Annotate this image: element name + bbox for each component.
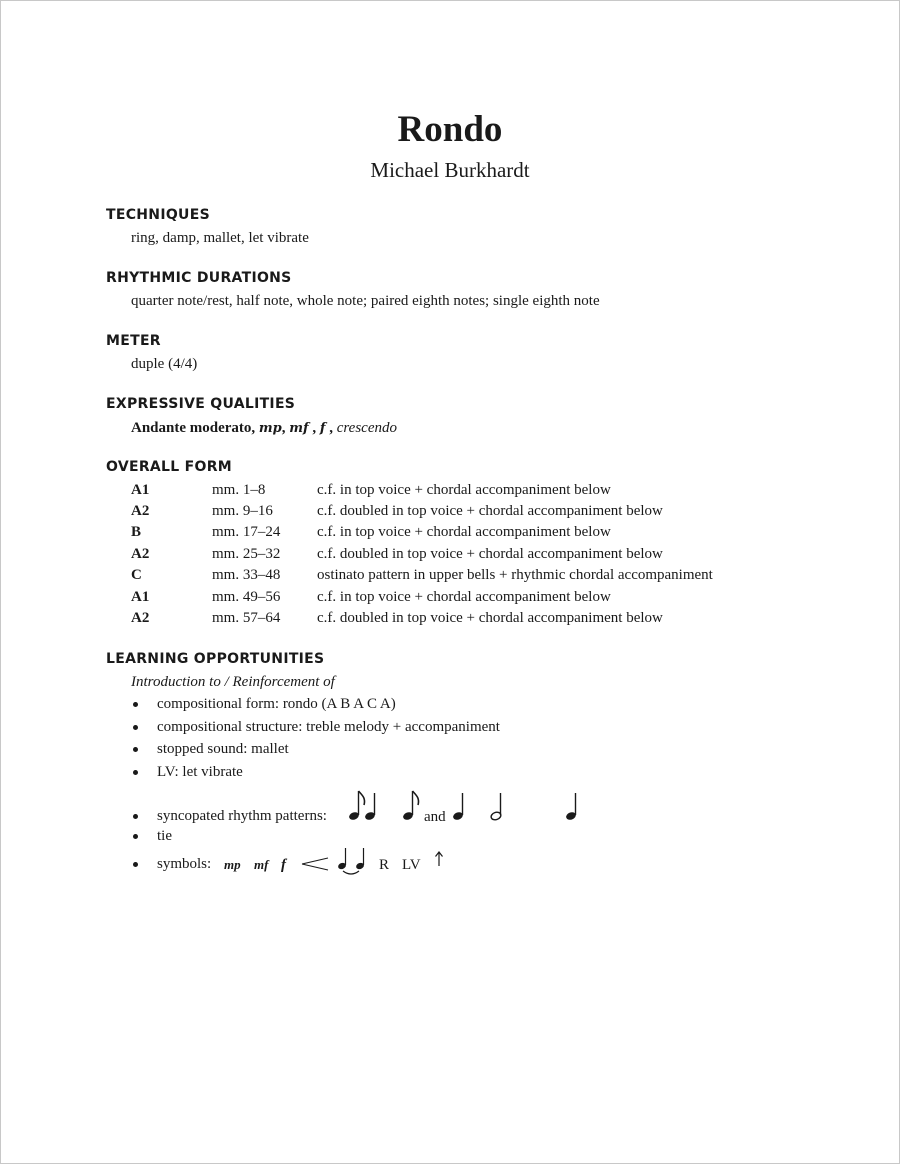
- bullet-text: compositional form: rondo (A B A C A): [157, 696, 396, 712]
- techniques-text: ring, damp, mallet, let vibrate: [131, 230, 309, 246]
- symbol-mp-text: mp: [224, 857, 241, 872]
- form-section: B: [131, 524, 142, 540]
- tempo-marking: Andante moderato,: [131, 420, 256, 436]
- form-section: A2: [131, 503, 150, 519]
- meter-text: duple (4/4): [131, 356, 198, 372]
- learning-intro: Introduction to / Reinforcement of: [131, 674, 335, 690]
- learning-opportunities-heading: LEARNING OPPORTUNITIES: [106, 651, 325, 667]
- form-measures: mm. 33–48: [212, 567, 281, 583]
- form-measures: mm. 25–32: [212, 546, 281, 562]
- separator-comma: ,: [312, 420, 317, 436]
- separator-comma: ,: [329, 420, 333, 436]
- bullet-icon: [133, 747, 138, 752]
- crescendo-hairpin-lower: [302, 864, 328, 870]
- symbol-r-text: R: [379, 857, 390, 873]
- form-description: c.f. in top voice + chordal accompaniment below: [317, 589, 611, 605]
- dynamic-f: f: [319, 421, 326, 436]
- rhythmic-durations-text: quarter note/rest, half note, whole note; paired eighth notes; single eighth note: [131, 293, 600, 309]
- form-measures: mm. 9–16: [212, 503, 273, 519]
- composer-name: Michael Burkhardt: [370, 158, 530, 182]
- expressive-qualities-text: [131, 418, 397, 439]
- form-description: c.f. in top voice + chordal accompaniment below: [317, 524, 611, 540]
- form-description: c.f. doubled in top voice + chordal accompaniment below: [317, 503, 663, 519]
- symbol-lv-text: LV: [402, 857, 421, 873]
- rhythm-and-text: and: [424, 809, 446, 825]
- bullet-icon: [133, 814, 138, 819]
- bullet-text: symbols:: [157, 856, 212, 872]
- expressive-qualities-heading: EXPRESSIVE QUALITIES: [106, 396, 296, 412]
- dynamic-mf: mf: [289, 421, 309, 436]
- form-section: A2: [131, 546, 150, 562]
- form-section: C: [131, 567, 142, 583]
- separator-comma: ,: [281, 420, 286, 436]
- syncopated-rhythm-notation-icon: [340, 784, 600, 830]
- bullet-text: compositional structure: treble melody + accompaniment: [157, 719, 500, 735]
- form-description: c.f. doubled in top voice + chordal accompaniment below: [317, 546, 663, 562]
- form-section: A1: [131, 482, 150, 498]
- tie-icon: [343, 871, 359, 874]
- bullet-text: syncopated rhythm patterns:: [157, 808, 327, 824]
- crescendo-hairpin-upper: [302, 858, 328, 864]
- bullet-icon: [133, 725, 138, 730]
- meter-heading: METER: [106, 333, 161, 349]
- dynamic-mp: mp: [258, 421, 282, 436]
- bullet-icon: [133, 770, 138, 775]
- form-measures: mm. 17–24: [212, 524, 281, 540]
- form-description: ostinato pattern in upper bells + rhythmic chordal accompaniment: [317, 567, 713, 583]
- page-title: Rondo: [397, 109, 503, 150]
- form-description: c.f. in top voice + chordal accompaniment below: [317, 482, 611, 498]
- form-measures: mm. 57–64: [212, 610, 281, 626]
- bullet-text: LV: let vibrate: [157, 764, 243, 780]
- bullet-icon: [133, 702, 138, 707]
- rhythmic-durations-heading: RHYTHMIC DURATIONS: [106, 270, 292, 286]
- form-section: A2: [131, 610, 150, 626]
- music-symbols-icon: [222, 842, 452, 878]
- overall-form-heading: OVERALL FORM: [106, 459, 233, 475]
- crescendo-text: crescendo: [336, 420, 397, 436]
- symbol-mf-text: mf: [254, 857, 269, 872]
- form-description: c.f. doubled in top voice + chordal accompaniment below: [317, 610, 663, 626]
- form-section: A1: [131, 589, 150, 605]
- bullet-text: stopped sound: mallet: [157, 741, 289, 757]
- bullet-icon: [133, 834, 138, 839]
- form-measures: mm. 49–56: [212, 589, 281, 605]
- symbol-f-text: f: [281, 857, 286, 873]
- bullet-icon: [133, 862, 138, 867]
- bullet-text: tie: [157, 828, 172, 844]
- techniques-heading: TECHNIQUES: [106, 207, 210, 223]
- form-measures: mm. 1–8: [212, 482, 266, 498]
